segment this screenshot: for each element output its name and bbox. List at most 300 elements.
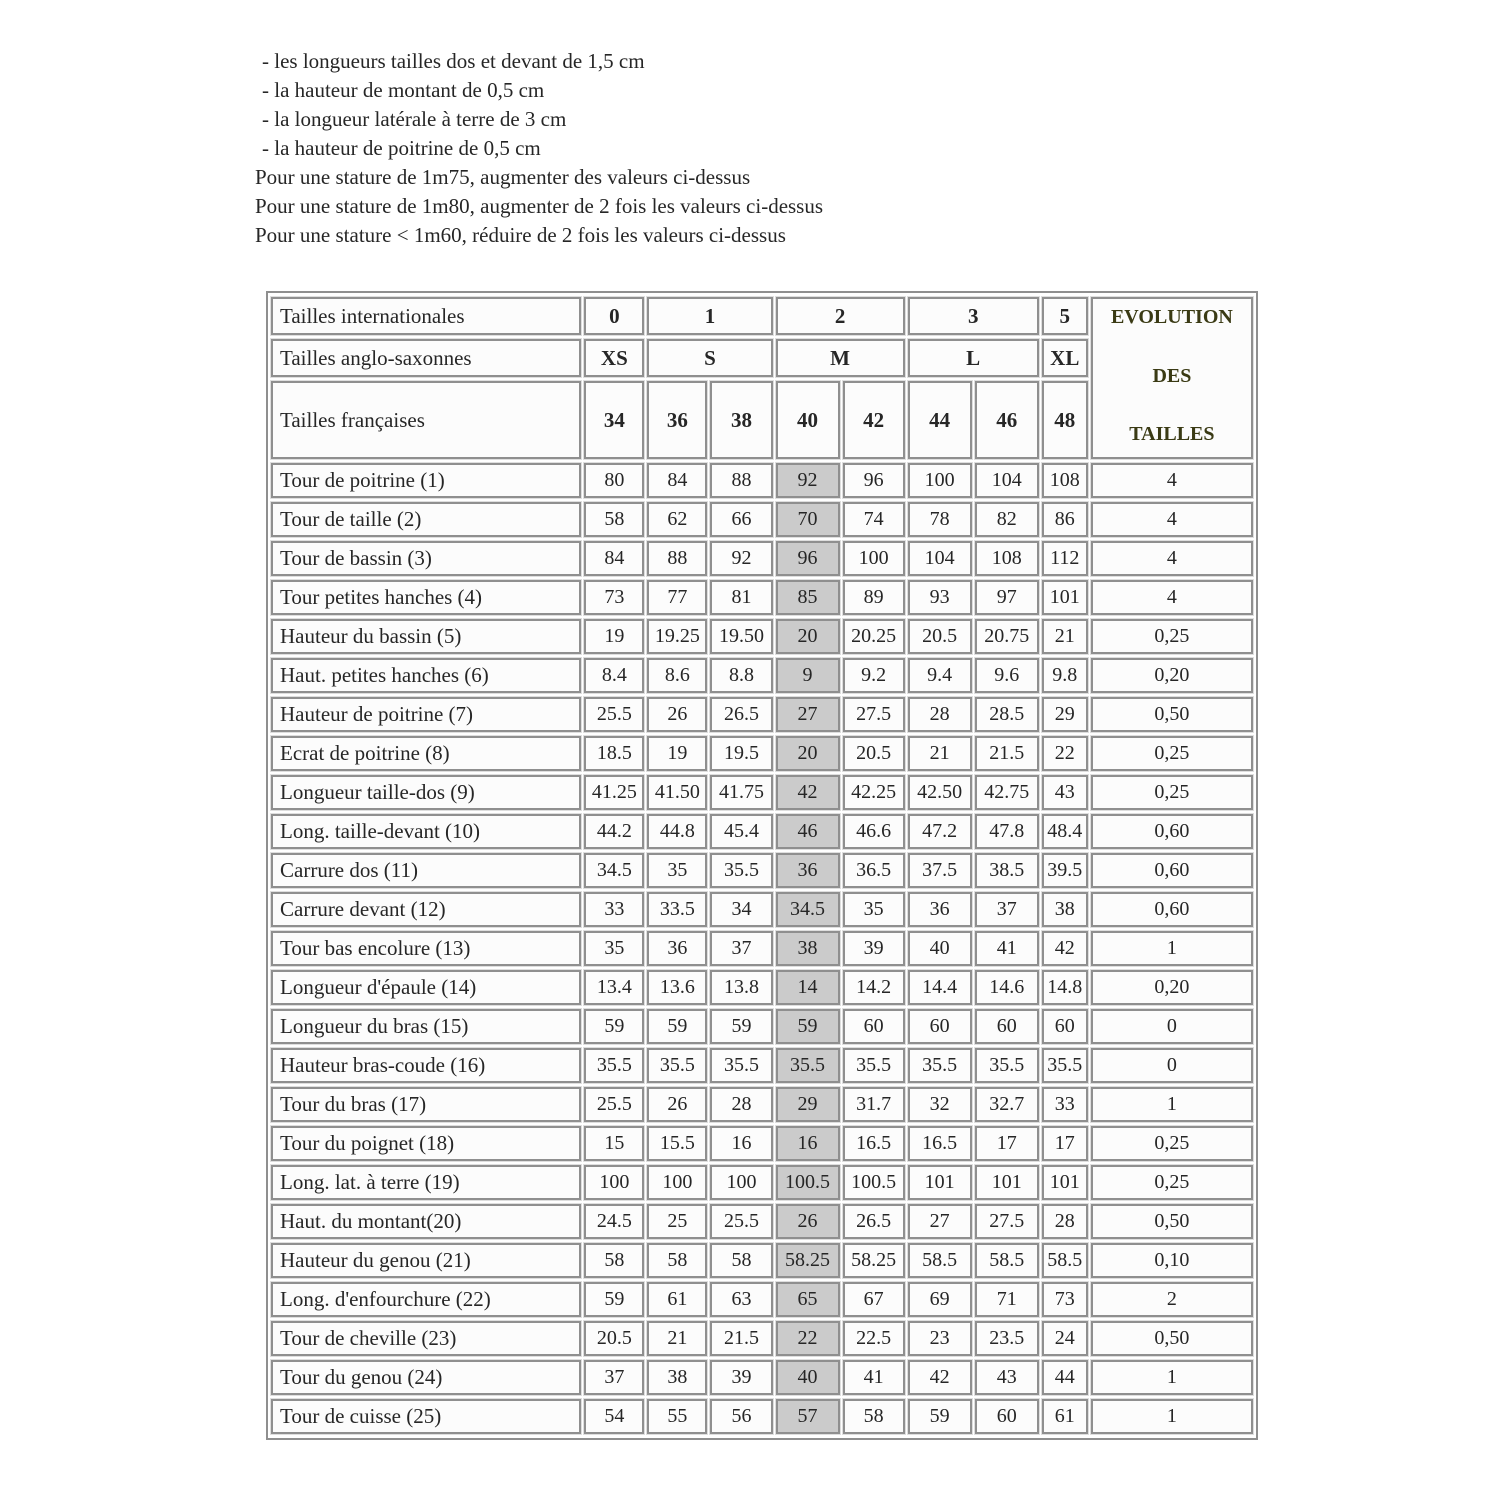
measurement-value-size-44: 58.5 xyxy=(908,1243,972,1278)
intro-note xyxy=(255,47,823,250)
measurement-value-size-38: 25.5 xyxy=(710,1204,772,1239)
measurement-value-size-44: 21 xyxy=(908,736,972,771)
table-row xyxy=(271,697,1253,732)
measurement-value-size-46: 27.5 xyxy=(975,1204,1039,1239)
measurement-value-size-36: 25 xyxy=(647,1204,707,1239)
evolution-value: 0,50 xyxy=(1091,1321,1253,1356)
measurement-value-size-40: 59 xyxy=(776,1009,840,1044)
measurements-body xyxy=(271,463,1253,1434)
measurement-value-size-38: 41.75 xyxy=(710,775,772,810)
measurement-value-size-46: 20.75 xyxy=(975,619,1039,654)
measurement-value-size-48: 86 xyxy=(1042,502,1088,537)
measurement-value-size-36: 15.5 xyxy=(647,1126,707,1161)
measurement-value-size-40: 40 xyxy=(776,1360,840,1395)
measurement-value-size-46: 101 xyxy=(975,1165,1039,1200)
measurement-value-size-44: 32 xyxy=(908,1087,972,1122)
measurement-value-size-48: 101 xyxy=(1042,1165,1088,1200)
measurement-value-size-46: 60 xyxy=(975,1009,1039,1044)
row-label: Longueur du bras (15) xyxy=(271,1009,581,1044)
french-size-value: 46 xyxy=(975,381,1039,459)
measurement-value-size-42: 67 xyxy=(843,1282,905,1317)
measurement-value-size-34: 54 xyxy=(584,1399,644,1434)
measurement-value-size-42: 9.2 xyxy=(843,658,905,693)
measurement-value-size-44: 37.5 xyxy=(908,853,972,888)
measurement-value-size-34: 20.5 xyxy=(584,1321,644,1356)
measurement-value-size-46: 32.7 xyxy=(975,1087,1039,1122)
international-size-value: 1 xyxy=(647,297,772,335)
evolution-value: 4 xyxy=(1091,463,1253,498)
measurement-value-size-46: 38.5 xyxy=(975,853,1039,888)
table-row xyxy=(271,1321,1253,1356)
row-label: Haut. du montant(20) xyxy=(271,1204,581,1239)
measurement-value-size-36: 35 xyxy=(647,853,707,888)
measurement-value-size-40: 96 xyxy=(776,541,840,576)
measurement-value-size-34: 8.4 xyxy=(584,658,644,693)
evolution-value: 1 xyxy=(1091,1360,1253,1395)
measurement-value-size-40: 100.5 xyxy=(776,1165,840,1200)
measurement-value-size-48: 29 xyxy=(1042,697,1088,732)
evolution-value: 0,50 xyxy=(1091,1204,1253,1239)
row-label: Tour de poitrine (1) xyxy=(271,463,581,498)
french-size-value: 40 xyxy=(776,381,840,459)
measurement-value-size-46: 43 xyxy=(975,1360,1039,1395)
international-sizes-label: Tailles internationales xyxy=(271,297,581,335)
measurement-value-size-40: 70 xyxy=(776,502,840,537)
measurement-value-size-48: 39.5 xyxy=(1042,853,1088,888)
measurement-value-size-42: 58.25 xyxy=(843,1243,905,1278)
measurement-value-size-46: 41 xyxy=(975,931,1039,966)
measurement-value-size-46: 71 xyxy=(975,1282,1039,1317)
measurement-value-size-40: 16 xyxy=(776,1126,840,1161)
measurement-value-size-34: 59 xyxy=(584,1009,644,1044)
measurement-value-size-40: 20 xyxy=(776,736,840,771)
measurement-value-size-36: 58 xyxy=(647,1243,707,1278)
french-size-value: 44 xyxy=(908,381,972,459)
measurement-value-size-44: 69 xyxy=(908,1282,972,1317)
measurement-value-size-40: 65 xyxy=(776,1282,840,1317)
french-size-value: 36 xyxy=(647,381,707,459)
measurement-value-size-44: 42.50 xyxy=(908,775,972,810)
measurement-value-size-34: 35 xyxy=(584,931,644,966)
evolution-value: 0,60 xyxy=(1091,853,1253,888)
measurement-value-size-36: 36 xyxy=(647,931,707,966)
measurement-value-size-44: 9.4 xyxy=(908,658,972,693)
table-row xyxy=(271,1087,1253,1122)
adjustment-line: - la hauteur de poitrine de 0,5 cm xyxy=(262,136,541,160)
international-size-value: 5 xyxy=(1042,297,1088,335)
measurement-value-size-38: 26.5 xyxy=(710,697,772,732)
measurement-value-size-48: 17 xyxy=(1042,1126,1088,1161)
measurement-value-size-36: 62 xyxy=(647,502,707,537)
measurement-value-size-36: 35.5 xyxy=(647,1048,707,1083)
row-label: Long. d'enfourchure (22) xyxy=(271,1282,581,1317)
row-label: Tour de cuisse (25) xyxy=(271,1399,581,1434)
evolution-value: 0,20 xyxy=(1091,658,1253,693)
measurement-value-size-40: 36 xyxy=(776,853,840,888)
measurement-value-size-34: 19 xyxy=(584,619,644,654)
measurement-value-size-40: 14 xyxy=(776,970,840,1005)
measurement-value-size-40: 58.25 xyxy=(776,1243,840,1278)
adjustment-line: - les longueurs tailles dos et devant de 1,5 cm xyxy=(262,49,645,73)
measurement-value-size-48: 9.8 xyxy=(1042,658,1088,693)
measurement-value-size-48: 43 xyxy=(1042,775,1088,810)
measurement-value-size-34: 15 xyxy=(584,1126,644,1161)
measurement-value-size-36: 19.25 xyxy=(647,619,707,654)
measurement-value-size-48: 22 xyxy=(1042,736,1088,771)
measurement-value-size-44: 47.2 xyxy=(908,814,972,849)
anglo-sizes-label: Tailles anglo-saxonnes xyxy=(271,339,581,377)
adjustment-line: - la hauteur de montant de 0,5 cm xyxy=(262,78,545,102)
measurement-value-size-34: 44.2 xyxy=(584,814,644,849)
row-label: Longueur d'épaule (14) xyxy=(271,970,581,1005)
row-label: Long. taille-devant (10) xyxy=(271,814,581,849)
measurement-value-size-34: 73 xyxy=(584,580,644,615)
evolution-value: 4 xyxy=(1091,502,1253,537)
row-label: Hauteur du bassin (5) xyxy=(271,619,581,654)
measurement-value-size-44: 101 xyxy=(908,1165,972,1200)
measurement-value-size-40: 9 xyxy=(776,658,840,693)
measurement-value-size-42: 41 xyxy=(843,1360,905,1395)
evolution-value: 1 xyxy=(1091,1399,1253,1434)
evolution-value: 1 xyxy=(1091,1087,1253,1122)
measurement-value-size-42: 36.5 xyxy=(843,853,905,888)
measurement-value-size-46: 37 xyxy=(975,892,1039,927)
measurement-value-size-38: 100 xyxy=(710,1165,772,1200)
anglo-size-value: M xyxy=(776,339,905,377)
international-size-value: 0 xyxy=(584,297,644,335)
measurement-value-size-38: 59 xyxy=(710,1009,772,1044)
measurement-value-size-42: 35 xyxy=(843,892,905,927)
measurement-value-size-36: 61 xyxy=(647,1282,707,1317)
measurement-value-size-36: 55 xyxy=(647,1399,707,1434)
french-size-value: 34 xyxy=(584,381,644,459)
table-row xyxy=(271,970,1253,1005)
table-row xyxy=(271,463,1253,498)
table-row xyxy=(271,814,1253,849)
measurement-value-size-46: 17 xyxy=(975,1126,1039,1161)
table-row xyxy=(271,853,1253,888)
measurement-value-size-44: 27 xyxy=(908,1204,972,1239)
measurement-value-size-44: 20.5 xyxy=(908,619,972,654)
measurement-value-size-44: 104 xyxy=(908,541,972,576)
measurement-value-size-34: 25.5 xyxy=(584,1087,644,1122)
stature-line: Pour une stature de 1m75, augmenter des valeurs ci-dessus xyxy=(255,165,751,189)
measurement-value-size-42: 89 xyxy=(843,580,905,615)
row-label: Ecrat de poitrine (8) xyxy=(271,736,581,771)
measurement-value-size-44: 60 xyxy=(908,1009,972,1044)
measurement-value-size-48: 33 xyxy=(1042,1087,1088,1122)
anglo-size-value: S xyxy=(647,339,772,377)
row-label: Carrure devant (12) xyxy=(271,892,581,927)
evolution-value: 0,25 xyxy=(1091,1126,1253,1161)
measurement-value-size-48: 24 xyxy=(1042,1321,1088,1356)
measurement-value-size-42: 22.5 xyxy=(843,1321,905,1356)
measurement-value-size-48: 42 xyxy=(1042,931,1088,966)
measurement-value-size-34: 59 xyxy=(584,1282,644,1317)
measurement-value-size-48: 14.8 xyxy=(1042,970,1088,1005)
measurement-value-size-48: 112 xyxy=(1042,541,1088,576)
french-sizes-label: Tailles françaises xyxy=(271,381,581,459)
row-label: Hauteur de poitrine (7) xyxy=(271,697,581,732)
measurement-value-size-44: 78 xyxy=(908,502,972,537)
measurement-value-size-36: 26 xyxy=(647,1087,707,1122)
measurement-value-size-38: 63 xyxy=(710,1282,772,1317)
measurement-value-size-44: 59 xyxy=(908,1399,972,1434)
measurement-value-size-48: 73 xyxy=(1042,1282,1088,1317)
evolution-value: 0,25 xyxy=(1091,619,1253,654)
measurement-value-size-34: 100 xyxy=(584,1165,644,1200)
anglo-size-value: L xyxy=(908,339,1039,377)
measurement-value-size-48: 21 xyxy=(1042,619,1088,654)
evolution-value: 0,25 xyxy=(1091,1165,1253,1200)
measurement-value-size-34: 13.4 xyxy=(584,970,644,1005)
measurement-value-size-46: 104 xyxy=(975,463,1039,498)
measurement-value-size-40: 20 xyxy=(776,619,840,654)
table-row xyxy=(271,1009,1253,1044)
table-row xyxy=(271,1165,1253,1200)
table-row xyxy=(271,1243,1253,1278)
measurement-value-size-46: 21.5 xyxy=(975,736,1039,771)
measurement-value-size-40: 38 xyxy=(776,931,840,966)
evolution-value: 0,10 xyxy=(1091,1243,1253,1278)
measurement-value-size-38: 58 xyxy=(710,1243,772,1278)
measurement-value-size-42: 20.5 xyxy=(843,736,905,771)
row-label: Tour bas encolure (13) xyxy=(271,931,581,966)
measurement-value-size-40: 92 xyxy=(776,463,840,498)
measurement-value-size-48: 60 xyxy=(1042,1009,1088,1044)
measurement-value-size-36: 77 xyxy=(647,580,707,615)
measurement-value-size-44: 36 xyxy=(908,892,972,927)
measurement-value-size-34: 33 xyxy=(584,892,644,927)
evolution-value: 2 xyxy=(1091,1282,1253,1317)
measurement-value-size-46: 47.8 xyxy=(975,814,1039,849)
table-row xyxy=(271,1204,1253,1239)
measurement-value-size-40: 57 xyxy=(776,1399,840,1434)
evolution-value: 0 xyxy=(1091,1048,1253,1083)
anglo-size-value: XL xyxy=(1042,339,1088,377)
measurement-value-size-36: 41.50 xyxy=(647,775,707,810)
measurement-value-size-36: 8.6 xyxy=(647,658,707,693)
measurement-value-size-46: 23.5 xyxy=(975,1321,1039,1356)
table-row xyxy=(271,541,1253,576)
row-label: Haut. petites hanches (6) xyxy=(271,658,581,693)
measurement-value-size-42: 96 xyxy=(843,463,905,498)
table-row xyxy=(271,1399,1253,1434)
adjustment-line: - la longueur latérale à terre de 3 cm xyxy=(262,107,567,131)
measurement-value-size-46: 60 xyxy=(975,1399,1039,1434)
measurement-value-size-42: 42.25 xyxy=(843,775,905,810)
evolution-value: 0,25 xyxy=(1091,775,1253,810)
measurement-value-size-42: 100 xyxy=(843,541,905,576)
evolution-value: 4 xyxy=(1091,580,1253,615)
measurement-value-size-38: 88 xyxy=(710,463,772,498)
evolution-value: 0,50 xyxy=(1091,697,1253,732)
measurement-value-size-44: 14.4 xyxy=(908,970,972,1005)
measurement-value-size-36: 19 xyxy=(647,736,707,771)
measurement-value-size-42: 60 xyxy=(843,1009,905,1044)
measurement-value-size-36: 21 xyxy=(647,1321,707,1356)
french-size-value: 48 xyxy=(1042,381,1088,459)
measurement-value-size-38: 56 xyxy=(710,1399,772,1434)
measurement-value-size-48: 58.5 xyxy=(1042,1243,1088,1278)
measurement-value-size-44: 100 xyxy=(908,463,972,498)
measurement-value-size-42: 74 xyxy=(843,502,905,537)
row-label: Longueur taille-dos (9) xyxy=(271,775,581,810)
measurement-value-size-48: 28 xyxy=(1042,1204,1088,1239)
measurement-value-size-42: 46.6 xyxy=(843,814,905,849)
stature-line: Pour une stature < 1m60, réduire de 2 fois les valeurs ci-dessus xyxy=(255,223,786,247)
measurement-value-size-42: 20.25 xyxy=(843,619,905,654)
measurement-value-size-36: 84 xyxy=(647,463,707,498)
measurement-value-size-36: 33.5 xyxy=(647,892,707,927)
measurement-value-size-38: 16 xyxy=(710,1126,772,1161)
measurement-value-size-36: 13.6 xyxy=(647,970,707,1005)
row-label: Tour du poignet (18) xyxy=(271,1126,581,1161)
row-label: Hauteur du genou (21) xyxy=(271,1243,581,1278)
measurement-value-size-48: 35.5 xyxy=(1042,1048,1088,1083)
measurement-value-size-40: 22 xyxy=(776,1321,840,1356)
size-chart-table xyxy=(266,291,1258,1440)
measurement-value-size-38: 13.8 xyxy=(710,970,772,1005)
anglo-size-value: XS xyxy=(584,339,644,377)
measurement-value-size-40: 42 xyxy=(776,775,840,810)
measurement-value-size-42: 100.5 xyxy=(843,1165,905,1200)
measurement-value-size-46: 97 xyxy=(975,580,1039,615)
row-label: Hauteur bras-coude (16) xyxy=(271,1048,581,1083)
measurement-value-size-40: 34.5 xyxy=(776,892,840,927)
evolution-header-line: DES xyxy=(1152,364,1192,387)
measurement-value-size-38: 92 xyxy=(710,541,772,576)
evolution-value: 0,60 xyxy=(1091,892,1253,927)
measurement-value-size-38: 81 xyxy=(710,580,772,615)
measurement-value-size-40: 35.5 xyxy=(776,1048,840,1083)
measurement-value-size-46: 28.5 xyxy=(975,697,1039,732)
measurement-value-size-40: 26 xyxy=(776,1204,840,1239)
measurement-value-size-36: 100 xyxy=(647,1165,707,1200)
measurement-value-size-34: 84 xyxy=(584,541,644,576)
measurement-value-size-42: 27.5 xyxy=(843,697,905,732)
table-row xyxy=(271,931,1253,966)
international-size-value: 2 xyxy=(776,297,905,335)
french-size-value: 42 xyxy=(843,381,905,459)
measurement-value-size-46: 42.75 xyxy=(975,775,1039,810)
international-size-value: 3 xyxy=(908,297,1039,335)
measurement-value-size-46: 58.5 xyxy=(975,1243,1039,1278)
evolution-header xyxy=(1091,297,1253,459)
row-label: Tour de bassin (3) xyxy=(271,541,581,576)
row-label: Tour de cheville (23) xyxy=(271,1321,581,1356)
measurement-value-size-38: 37 xyxy=(710,931,772,966)
row-label: Tour du genou (24) xyxy=(271,1360,581,1395)
measurement-value-size-38: 19.5 xyxy=(710,736,772,771)
measurement-value-size-34: 24.5 xyxy=(584,1204,644,1239)
row-label: Tour du bras (17) xyxy=(271,1087,581,1122)
table-row xyxy=(271,1360,1253,1395)
measurement-value-size-34: 80 xyxy=(584,463,644,498)
header-row-international xyxy=(271,297,1253,335)
evolution-header-line: EVOLUTION xyxy=(1110,306,1233,328)
measurement-value-size-38: 45.4 xyxy=(710,814,772,849)
measurement-value-size-38: 21.5 xyxy=(710,1321,772,1356)
measurement-value-size-44: 35.5 xyxy=(908,1048,972,1083)
measurement-value-size-38: 8.8 xyxy=(710,658,772,693)
measurement-value-size-46: 82 xyxy=(975,502,1039,537)
measurement-value-size-38: 35.5 xyxy=(710,853,772,888)
table-row xyxy=(271,1126,1253,1161)
measurement-value-size-48: 44 xyxy=(1042,1360,1088,1395)
measurement-value-size-46: 35.5 xyxy=(975,1048,1039,1083)
table-row xyxy=(271,1282,1253,1317)
evolution-value: 0,60 xyxy=(1091,814,1253,849)
measurement-value-size-42: 58 xyxy=(843,1399,905,1434)
table-row xyxy=(271,1048,1253,1083)
table-row xyxy=(271,775,1253,810)
measurement-value-size-48: 108 xyxy=(1042,463,1088,498)
measurement-value-size-48: 61 xyxy=(1042,1399,1088,1434)
measurement-value-size-34: 41.25 xyxy=(584,775,644,810)
measurement-value-size-38: 66 xyxy=(710,502,772,537)
measurement-value-size-44: 93 xyxy=(908,580,972,615)
measurement-value-size-34: 18.5 xyxy=(584,736,644,771)
measurement-value-size-42: 39 xyxy=(843,931,905,966)
evolution-value: 1 xyxy=(1091,931,1253,966)
measurement-value-size-34: 58 xyxy=(584,1243,644,1278)
measurement-value-size-42: 16.5 xyxy=(843,1126,905,1161)
table-row xyxy=(271,580,1253,615)
measurement-value-size-34: 58 xyxy=(584,502,644,537)
measurement-value-size-38: 34 xyxy=(710,892,772,927)
measurement-value-size-44: 40 xyxy=(908,931,972,966)
measurement-value-size-34: 37 xyxy=(584,1360,644,1395)
evolution-value: 0,25 xyxy=(1091,736,1253,771)
measurement-value-size-42: 31.7 xyxy=(843,1087,905,1122)
measurement-value-size-36: 44.8 xyxy=(647,814,707,849)
measurement-value-size-42: 26.5 xyxy=(843,1204,905,1239)
measurement-value-size-44: 42 xyxy=(908,1360,972,1395)
measurement-value-size-34: 25.5 xyxy=(584,697,644,732)
measurement-value-size-44: 23 xyxy=(908,1321,972,1356)
measurement-value-size-38: 28 xyxy=(710,1087,772,1122)
measurement-value-size-34: 35.5 xyxy=(584,1048,644,1083)
table-row xyxy=(271,736,1253,771)
table-row xyxy=(271,658,1253,693)
row-label: Tour de taille (2) xyxy=(271,502,581,537)
table-row xyxy=(271,502,1253,537)
measurement-value-size-44: 28 xyxy=(908,697,972,732)
measurement-value-size-46: 9.6 xyxy=(975,658,1039,693)
measurement-value-size-48: 101 xyxy=(1042,580,1088,615)
evolution-value: 0,20 xyxy=(1091,970,1253,1005)
measurement-value-size-38: 35.5 xyxy=(710,1048,772,1083)
measurement-value-size-42: 35.5 xyxy=(843,1048,905,1083)
french-size-value: 38 xyxy=(710,381,772,459)
measurement-value-size-42: 14.2 xyxy=(843,970,905,1005)
measurement-value-size-40: 85 xyxy=(776,580,840,615)
table-row xyxy=(271,892,1253,927)
measurement-value-size-36: 88 xyxy=(647,541,707,576)
measurement-value-size-36: 26 xyxy=(647,697,707,732)
measurement-value-size-36: 59 xyxy=(647,1009,707,1044)
evolution-header-line: TAILLES xyxy=(1129,423,1215,445)
measurement-value-size-40: 29 xyxy=(776,1087,840,1122)
evolution-value: 0 xyxy=(1091,1009,1253,1044)
measurement-value-size-38: 39 xyxy=(710,1360,772,1395)
evolution-value: 4 xyxy=(1091,541,1253,576)
measurement-value-size-48: 38 xyxy=(1042,892,1088,927)
measurement-value-size-36: 38 xyxy=(647,1360,707,1395)
measurement-value-size-40: 27 xyxy=(776,697,840,732)
measurement-value-size-38: 19.50 xyxy=(710,619,772,654)
